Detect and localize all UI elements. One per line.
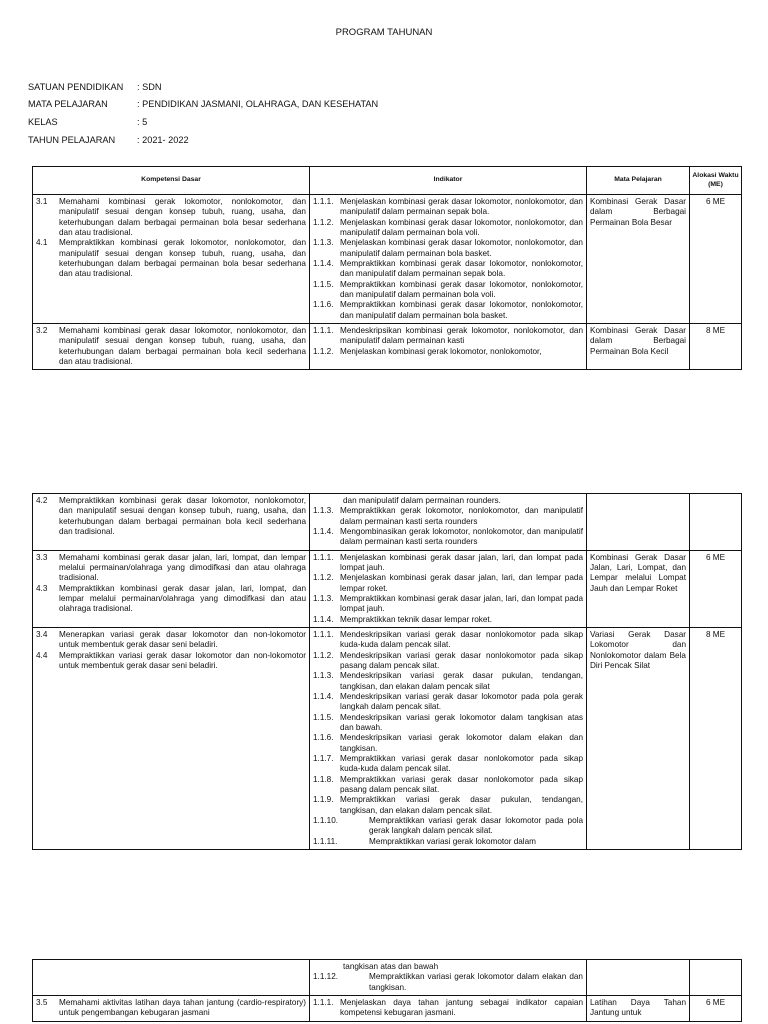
indicator-text: Menjelaskan kombinasi gerak lokomotor, nonlokomotor, — [340, 346, 542, 356]
kd-text: Mempraktikkan variasi gerak dasar lokomotor dan non-lokomotor untuk membentuk gerak dasar seni beladiri. — [59, 650, 306, 670]
indicator-item — [313, 795, 583, 816]
indicator-item — [313, 816, 583, 837]
indicator-item — [313, 280, 583, 301]
header-indikator: Indikator — [310, 167, 587, 195]
indikator-cell — [310, 995, 587, 1021]
kd-item — [36, 553, 306, 584]
indicator-text: Menjelaskan kombinasi gerak dasar lokomotor, nonlokomotor, dan manipulatif dalam permainan bola basket. — [340, 238, 583, 258]
indicator-item — [313, 506, 583, 527]
indicator-text: Menjelaskan kombinasi gerak dasar lokomotor, nonlokomotor, dan manipulatif dalam permainan bola voli. — [340, 217, 583, 237]
program-table-page-1 — [32, 166, 742, 370]
indicator-text: Mempraktikkan variasi gerak lokomotor dalam — [369, 836, 536, 846]
indicator-text: Mendeskripsikan variasi gerak dasar pukulan, tendangan, tangkisan, dan elakan dalam pencak silat — [340, 671, 583, 691]
indicator-number: 1.1.1. — [313, 325, 334, 335]
indicator-item — [313, 713, 583, 734]
alokasi-waktu-cell: 8 ME — [690, 627, 742, 849]
indicator-text: Menjelaskan kombinasi gerak dasar jalan, lari, dan lompat pada lompat jauh. — [340, 552, 583, 572]
mata-pelajaran-cell: Kombinasi Gerak Dasar dalam Berbagai Permainan Bola Besar — [587, 195, 690, 324]
alokasi-waktu-cell — [690, 960, 742, 996]
table-row — [33, 323, 742, 369]
table-row — [33, 494, 742, 551]
indicator-text: Mempraktikkan kombinasi gerak dasar jalan, lari, dan lompat pada lompat jauh. — [340, 593, 583, 614]
indicator-number: 1.1.7. — [313, 753, 334, 763]
indicator-number: 1.1.1. — [313, 197, 334, 206]
indicator-text: Mendeskripsikan variasi gerak lokomotor dalam tangkisan atas dan bawah. — [340, 712, 583, 732]
indicator-item — [313, 527, 583, 548]
kd-text: Mempraktikkan kombinasi gerak lokomotor, nonlokomotor, dan manipulatif sesuai dengan konsep tubuh, ruang, usaha, dan keterhubungan dalam berbagai permainan bola besar sederhana dan atau tradisional. — [59, 238, 306, 279]
table-row — [33, 195, 742, 324]
indicator-text: Mendeskripsikan variasi gerak dasar nonlokomotor pada sikap kuda-kuda dalam pencak silat. — [340, 629, 583, 650]
kd-number: 3.5 — [36, 997, 48, 1007]
meta-row-satuan — [28, 78, 378, 96]
indicator-text: Mempraktikkan kombinasi gerak dasar lokomotor, nonlokomotor, dan manipulatif dalam permainan bola voli. — [340, 279, 583, 299]
mata-pelajaran-cell — [587, 494, 690, 551]
kd-item — [36, 651, 306, 672]
indicator-number: 1.1.1. — [313, 552, 334, 562]
kd-cell — [33, 550, 310, 627]
meta-row-mapel — [28, 96, 378, 114]
indicator-text: Mengombinasikan gerak lokomotor, nonlokomotor, dan manipulatif dalam permainan kasti serta rounders — [340, 526, 583, 547]
table-row — [33, 627, 742, 849]
kd-text: Mempraktikkan kombinasi gerak dasar lokomotor, nonlokomotor, dan manipulatif sesuai dengan konsep tubuh, ruang, usaha, dan keterhubungan dalam berbagai permainan bola kecil sederhana dan tradisional. — [59, 496, 306, 536]
mata-pelajaran-cell: Latihan Daya Tahan Jantung untuk — [587, 995, 690, 1021]
indicator-number: 1.1.2. — [313, 650, 334, 660]
kd-item — [36, 197, 306, 238]
indicator-text: Mempraktikkan variasi gerak dasar nonlokomotor pada sikap pasang dalam pencak silat. — [340, 774, 583, 794]
indicator-number: 1.1.3. — [313, 593, 334, 603]
indicator-continuation: dan manipulatif dalam permainan rounders. — [343, 496, 501, 505]
kd-cell — [33, 627, 310, 849]
indikator-cell — [310, 960, 587, 996]
kd-number: 4.3 — [36, 583, 48, 593]
alokasi-waktu-cell: 8 ME — [690, 323, 742, 369]
kd-number: 3.4 — [36, 629, 48, 639]
meta-value: : PENDIDIKAN JASMANI, OLAHRAGA, DAN KESEHATAN — [137, 99, 379, 110]
indicator-number: 1.1.8. — [313, 774, 334, 784]
meta-value: : 5 — [137, 116, 148, 127]
indicator-item — [313, 218, 583, 239]
indicator-number: 1.1.2. — [313, 573, 334, 583]
kd-number: 3.1 — [36, 197, 48, 206]
indicator-number: 1.1.4. — [313, 614, 334, 624]
indikator-cell — [310, 323, 587, 369]
indicator-item — [313, 594, 583, 615]
indicator-text: Mempraktikkan variasi gerak dasar pukulan, tendangan, tangkisan, dan elakan dalam pencak silat. — [340, 795, 583, 815]
indicator-item — [313, 651, 583, 672]
indicator-item — [313, 326, 583, 347]
indicator-item — [313, 259, 583, 280]
indicator-item — [313, 837, 583, 847]
indicator-number: 1.1.1. — [313, 629, 334, 639]
kd-text: Mempraktikkan kombinasi gerak dasar jalan, lari, lompat, dan lempar melalui permainan/olahraga yang dimodifkasi dan atau olahraga tradisional. — [59, 583, 306, 614]
indicator-item — [313, 630, 583, 651]
indikator-cell — [310, 195, 587, 324]
meta-value: : 2021- 2022 — [137, 134, 189, 145]
indicator-number: 1.1.3. — [313, 238, 334, 248]
indicator-number: 1.1.4. — [313, 691, 334, 701]
indicator-item — [313, 197, 583, 218]
meta-label: KELAS — [28, 116, 58, 127]
table-row — [33, 960, 742, 996]
indicator-number: 1.1.2. — [313, 346, 334, 356]
kd-cell — [33, 323, 310, 369]
table-row — [33, 550, 742, 627]
indicator-item — [313, 615, 583, 625]
mata-pelajaran-cell — [587, 960, 690, 996]
meta-value: : SDN — [137, 81, 162, 92]
meta-row-kelas — [28, 113, 378, 131]
indicator-item — [313, 692, 583, 713]
kd-text: Menerapkan variasi gerak dasar lokomotor dan non-lokomotor untuk membentuk gerak dasar seni beladiri. — [59, 629, 306, 650]
indicator-number: 1.1.3. — [313, 671, 334, 681]
meta-row-tahun — [28, 131, 378, 149]
header-mata-pelajaran: Mata Pelajaran — [587, 167, 690, 195]
meta-label: MATA PELAJARAN — [28, 99, 108, 110]
indicator-item — [313, 775, 583, 796]
meta-label: TAHUN PELAJARAN — [28, 134, 116, 145]
meta-label: SATUAN PENDIDIKAN — [28, 81, 124, 92]
indicator-number: 1.1.12. — [313, 972, 339, 982]
mata-pelajaran-cell: Variasi Gerak Dasar Lokomotor dan Nonlokomotor dalam Bela Diri Pencak Silat — [587, 627, 690, 849]
kd-text: Memahami aktivitas latihan daya tahan jantung (cardio-respiratory) untuk pengembangan kebugaran jasmani — [59, 997, 306, 1018]
indicator-number: 1.1.1. — [313, 997, 334, 1007]
indikator-cell — [310, 550, 587, 627]
indicator-number: 1.1.6. — [313, 300, 334, 310]
alokasi-waktu-cell: 6 ME — [690, 995, 742, 1021]
kd-text: Memahami kombinasi gerak dasar jalan, lari, lompat, dan lempar melalui permainan/olahraga yang dimodifkasi dan atau olahraga tradisional. — [59, 552, 306, 583]
kd-item — [36, 238, 306, 279]
indicator-number: 1.1.4. — [313, 258, 334, 268]
indicator-item — [313, 998, 583, 1019]
indicator-text: Mempraktikkan kombinasi gerak dasar lokomotor, nonlokomotor, dan manipulatif dalam permainan sepak bola. — [340, 258, 583, 279]
mata-pelajaran-cell: Kombinasi Gerak Dasar Jalan, Lari, Lompat, dan Lempar melalui Lompat Jauh dan Lempar Roket — [587, 550, 690, 627]
indicator-text: Menjelaskan kombinasi gerak dasar jalan, lari, dan lempar pada lempar roket. — [340, 573, 583, 593]
indicator-item — [313, 553, 583, 574]
indicator-number: 1.1.9. — [313, 795, 334, 805]
indicator-number: 1.1.2. — [313, 217, 334, 227]
indicator-text: Menjelaskan daya tahan jantung sebagai indikator capaian kompetensi kebugaran jasmani. — [340, 997, 583, 1018]
indicator-text: Mempraktikkan variasi gerak dasar nonlokomotor pada sikap kuda-kuda dalam pencak silat. — [340, 753, 583, 774]
indicator-text: Mempraktikkan variasi gerak dasar lokomotor pada pola gerak langkah dalam pencak silat. — [369, 815, 583, 836]
indicator-item — [313, 300, 583, 321]
indicator-number: 1.1.5. — [313, 279, 334, 289]
indicator-number: 1.1.5. — [313, 712, 334, 722]
mata-pelajaran-cell: Kombinasi Gerak Dasar dalam Berbagai Permainan Bola Kecil — [587, 323, 690, 369]
indikator-cell — [310, 494, 587, 551]
header-row — [33, 167, 742, 195]
header-alokasi-waktu: Alokasi Waktu (ME) — [690, 167, 742, 195]
indicator-number: 1.1.4. — [313, 526, 334, 536]
header-kompetensi-dasar: Kompetensi Dasar — [33, 167, 310, 195]
indicator-number: 1.1.11. — [313, 836, 338, 846]
indicator-text: Mendeskripsikan variasi gerak dasar lokomotor pada pola gerak langkah dalam pencak silat. — [340, 691, 583, 712]
kd-number: 4.4 — [36, 650, 48, 660]
kd-text: Memahami kombinasi gerak dasar lokomotor, nonlokomotor, dan manipulatif sesuai dengan konsep tubuh, ruang, usaha, dan keterhubungan dalam berbagai permainan bola kecil sederhana dan atau tradisional. — [59, 325, 306, 366]
indicator-text: Mempraktikkan gerak lokomotor, nonlokomotor, dan manipulatif dalam permainan kasti serta rounders — [340, 506, 583, 526]
kd-item — [36, 496, 306, 537]
alokasi-waktu-cell: 6 ME — [690, 195, 742, 324]
identity-block — [28, 78, 378, 148]
kd-number: 4.1 — [36, 238, 48, 248]
program-table-page-2 — [32, 493, 742, 850]
indicator-item — [313, 573, 583, 594]
indicator-item — [313, 972, 583, 993]
kd-cell — [33, 195, 310, 324]
kd-number: 3.2 — [36, 325, 48, 335]
indicator-number: 1.1.3. — [313, 506, 334, 516]
indicator-text: Mempraktikkan kombinasi gerak dasar lokomotor, nonlokomotor, dan manipulatif dalam permainan bola basket. — [340, 300, 583, 320]
document-title: PROGRAM TAHUNAN — [335, 27, 433, 38]
indicator-item — [313, 238, 583, 259]
table-row — [33, 995, 742, 1021]
indicator-continuation: tangkisan atas dan bawah — [343, 962, 439, 971]
kd-item — [36, 584, 306, 615]
kd-cell — [33, 995, 310, 1021]
kd-cell — [33, 494, 310, 551]
kd-item — [36, 630, 306, 651]
kd-number: 3.3 — [36, 552, 48, 562]
indicator-item — [313, 754, 583, 775]
indicator-item — [313, 733, 583, 754]
kd-item — [36, 998, 306, 1019]
indicator-text: Mendeskripsikan variasi gerak lokomotor dalam elakan dan tangkisan. — [340, 733, 583, 753]
program-table-page-3 — [32, 959, 742, 1022]
indicator-text: Mempraktikkan variasi gerak lokomotor dalam elakan dan tangkisan. — [369, 972, 583, 992]
indicator-text: Mendeskripsikan variasi gerak dasar nonlokomotor pada sikap pasang dalam pencak silat. — [340, 650, 583, 670]
indicator-item — [313, 671, 583, 692]
kd-cell — [33, 960, 310, 996]
kd-text: Memahami kombinasi gerak lokomotor, nonlokomotor, dan manipulatif sesuai dengan konsep tubuh, ruang, usaha, dan keterhubungan dalam berbagai permainan bola besar sederhana dan atau tradisional. — [59, 197, 306, 237]
indicator-number: 1.1.6. — [313, 733, 334, 743]
kd-item — [36, 326, 306, 367]
indicator-item — [313, 347, 583, 357]
alokasi-waktu-cell — [690, 494, 742, 551]
indikator-cell — [310, 627, 587, 849]
indicator-text: Menjelaskan kombinasi gerak dasar lokomotor, nonlokomotor, dan manipulatif dalam permainan sepak bola. — [340, 197, 583, 217]
indicator-text: Mempraktikkan teknik dasar lempar roket. — [340, 614, 492, 624]
indicator-number: 1.1.10. — [313, 815, 339, 825]
indicator-text: Mendeskripsikan kombinasi gerak lokomotor, nonlokomotor, dan manipulatif dalam permainan kasti — [340, 325, 583, 346]
kd-number: 4.2 — [36, 496, 48, 505]
alokasi-waktu-cell: 6 ME — [690, 550, 742, 627]
